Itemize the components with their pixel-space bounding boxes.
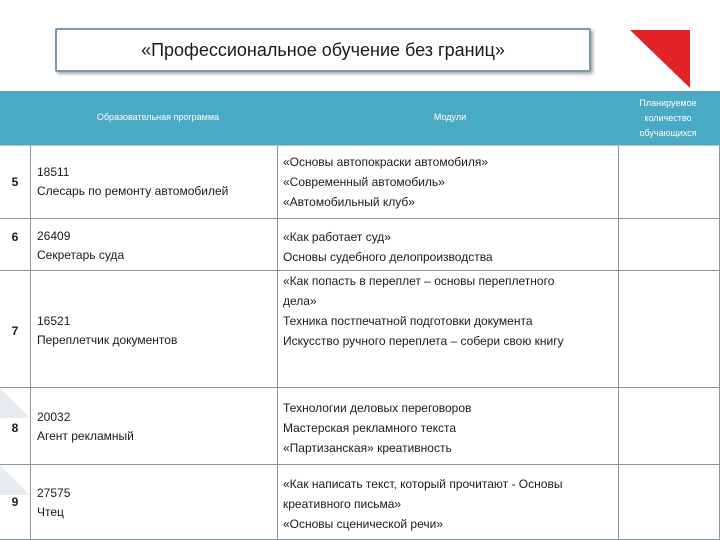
program-code: 26409 — [37, 229, 71, 243]
header-modules: Модули — [433, 112, 467, 122]
module-item: Искусство ручного переплета – собери свою книгу — [283, 334, 564, 348]
module-item: Технологии деловых переговоров — [283, 401, 472, 415]
modules-cell — [283, 227, 613, 267]
module-item: «Автомобильный клуб» — [283, 195, 415, 209]
module-item: дела» — [283, 294, 317, 308]
module-item: «Основы сценической речи» — [283, 517, 443, 531]
modules-cell — [283, 271, 613, 351]
program-cell — [37, 484, 70, 522]
row-number: 7 — [11, 324, 19, 338]
module-item: «Как написать текст, который прочитают - Основы — [283, 477, 563, 491]
row-number: 6 — [11, 230, 19, 244]
program-name: Чтец — [37, 505, 64, 519]
program-code: 16521 — [37, 314, 71, 328]
modules-cell — [283, 474, 613, 534]
program-code: 27575 — [37, 486, 71, 500]
modules-cell — [283, 398, 613, 458]
module-item: «Как работает суд» — [283, 230, 391, 244]
module-item: «Современный автомобиль» — [283, 175, 445, 189]
module-item: «Основы автопокраски автомобиля» — [283, 155, 489, 169]
module-item: Мастерская рекламного текста — [283, 421, 457, 435]
module-item: «Как попасть в переплет – основы переплетного — [283, 274, 555, 288]
program-code: 20032 — [37, 410, 71, 424]
page-title: «Профессиональное обучение без границ» — [141, 39, 505, 60]
program-name: Агент рекламный — [37, 429, 134, 443]
program-cell — [37, 312, 177, 350]
module-item: Основы судебного делопроизводства — [283, 250, 493, 264]
program-name: Слесарь по ремонту автомобилей — [37, 184, 229, 198]
program-cell — [37, 227, 124, 265]
program-cell — [37, 163, 228, 201]
header-planned-line-3: обучающихся — [639, 128, 697, 138]
module-item: креативного письма» — [283, 497, 402, 511]
module-item: «Партизанская» креативность — [283, 441, 452, 455]
row-number: 5 — [11, 175, 19, 189]
row-number: 9 — [11, 495, 19, 509]
header-program: Образовательная программа — [96, 112, 220, 122]
program-code: 18511 — [37, 165, 70, 179]
program-cell — [37, 408, 134, 446]
header-planned-line-2: количество — [644, 113, 692, 123]
modules-cell — [283, 152, 613, 212]
header-planned-line-1: Планируемое — [639, 98, 697, 108]
program-name: Переплетчик документов — [37, 333, 178, 347]
row-number: 8 — [11, 421, 19, 435]
module-item: Техника постпечатной подготовки документа — [283, 314, 533, 328]
program-name: Секретарь суда — [37, 248, 125, 262]
